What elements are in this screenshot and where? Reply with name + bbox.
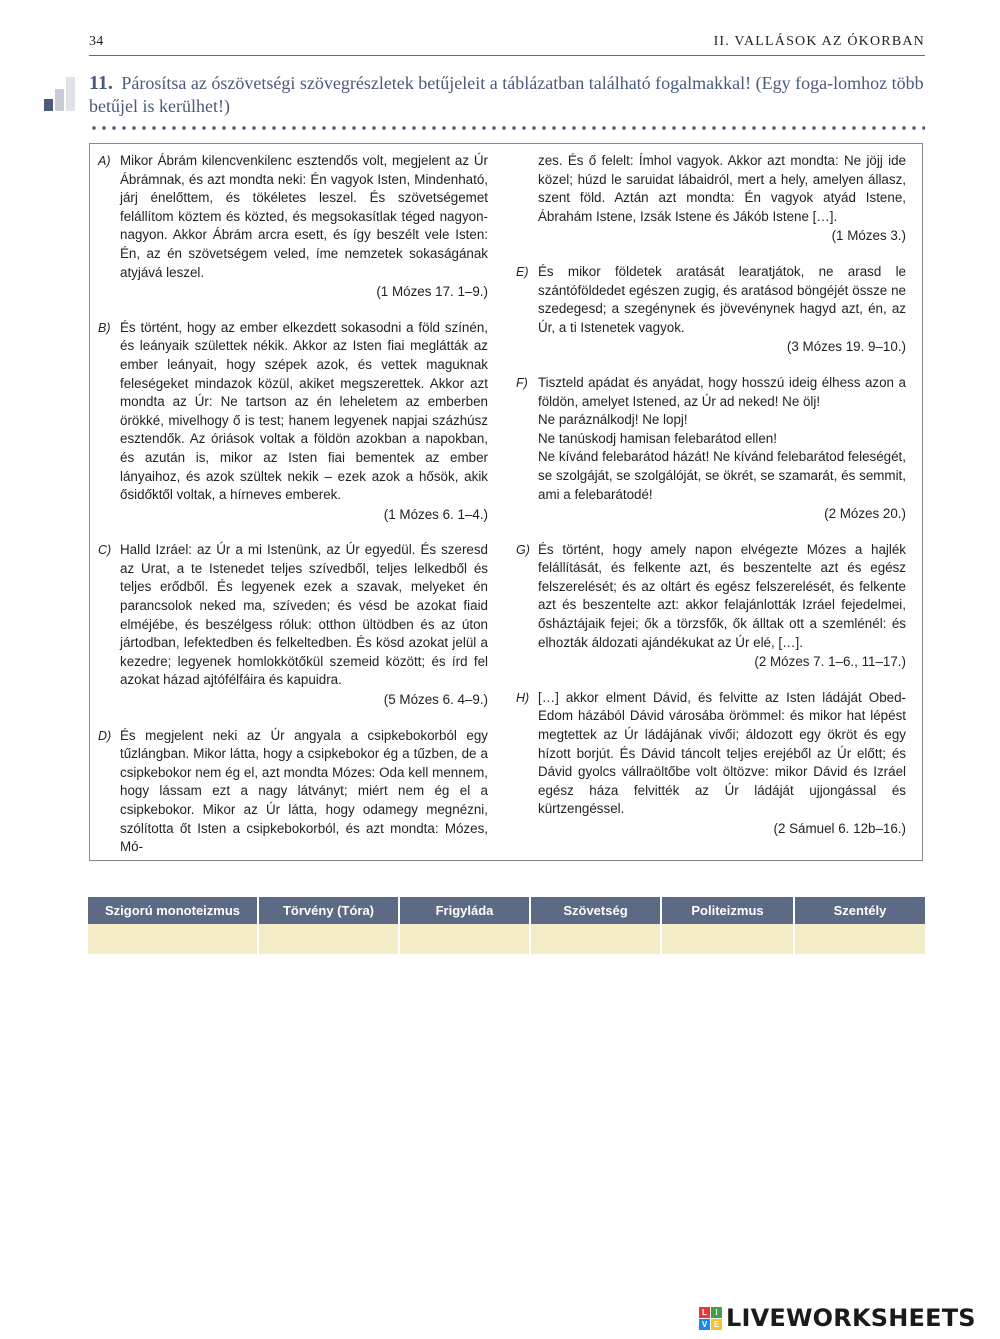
liveworksheets-brand[interactable] <box>699 1303 976 1333</box>
passage-text: És történt, hogy amely napon elvégezte Mózes a hajlék felállítását, és felkente azt, és beszentelte azt és egész felszerelését; és az oltárt és egész felszerelését, és felkente azt és beszentelte azt: akkor felajánlották Izráel fejedelmei, ősháztájaik fejei; ők a törzsfők, ők álltak ott a szemlénél: és elhozták áldozati ajándékukat az Úr elé, […]. <box>538 541 906 650</box>
column-header-covenant: Szövetség <box>530 897 661 924</box>
brand-name: LIVEWORKSHEETS <box>726 1304 976 1332</box>
passage-text: Mikor Ábrám kilencvenkilenc esztendős volt, megjelent az Úr Ábrámnak, és azt mondta neki: Én vagyok Isten, Mindenható, járj énelőttem, és tökéletes leszel. És szövetségemet felállítom köztem és közted, és megsokasítlak téged nagyon-nagyon. Akkor Ábrám arcra esett, és így beszélt vele Isten: Én, az én szövetségem veled, íme nemzetek sokaságának atyjává leszel. <box>120 153 488 280</box>
answer-input-law-torah[interactable] <box>259 924 398 954</box>
passage-label: B) <box>98 320 111 335</box>
task-heading <box>89 72 925 118</box>
passage-reference: (3 Mózes 19. 9–10.) <box>786 339 906 355</box>
liveworksheets-logo-icon <box>699 1307 722 1330</box>
logo-letter: E <box>711 1319 722 1330</box>
passage-text-line: Ne kívánd felebarátod házát! Ne kívánd felebarátod feleségét, se szolgáját, se szolgálóját, se ökrét, se szamarát, és semmit, ami a felebarátodé! <box>538 449 906 502</box>
logo-letter: V <box>699 1319 710 1330</box>
dotted-divider <box>89 125 925 131</box>
column-header-ark: Frigyláda <box>399 897 530 924</box>
passage-reference: (2 Mózes 7. 1–6., 11–17.) <box>754 654 906 670</box>
answer-table-header-row <box>88 897 925 924</box>
answer-input-sanctuary[interactable] <box>795 924 925 954</box>
answer-table <box>88 897 925 954</box>
answer-table-input-row <box>88 924 925 954</box>
passages-right-column <box>516 152 906 839</box>
passage-text: És mikor földetek aratását learatjátok, ne arasd le szántóföldedet egészen zugig, és aratásod böngéjét össze ne szedegesd; a szegénynek és jövevénynek hagyd azt, én, az Úr, a ti Istenetek vagyok. <box>538 263 906 335</box>
passage-d <box>98 727 488 857</box>
passage-h <box>516 689 906 839</box>
passage-text-line: Tiszteld apádat és anyádat, hogy hosszú ideig élhess azon a földön, amelyet Istened, az Úr ad neked! Ne ölj! <box>538 374 906 409</box>
passage-reference: (2 Mózes 20.) <box>824 506 906 522</box>
answer-input-polytheism[interactable] <box>662 924 793 954</box>
answer-cell <box>530 924 661 954</box>
passage-label: F) <box>516 375 528 390</box>
passage-text: És történt, hogy az ember elkezdett sokasodni a föld színén, és leányaik születtek nékik. Akkor az Isten fiai meglátták az ember leányait, hogy szépek azok, és vettek maguknak feleségeket mindazok közül, akiket megszerettek. Akkor azt mondta az Úr: Ne tartson az én leheletem az emberben örökké, mivelhogy ő is test; hanem legyenek napjai százhúsz esztendők. Az óriások voltak a földön azokban a napokban, és azután is, mikor az Isten fiai bementek az ember lányaihoz, és azok szültek nekik – ezek azok a hősök, akik ősidőktől voltak, a hírneves emberek. <box>120 319 488 503</box>
passage-label: H) <box>516 690 530 705</box>
passage-e <box>516 263 906 357</box>
passage-text: […] akkor elment Dávid, és felvitte az Isten ládáját Obed-Edom házából Dávid városába örömmel: és mikor hat lépést megtettek az Úr ládájának vivői; áldozott egy ökröt és egy hízott borjút. És Dávid táncolt teljes erejéből az Úr előtt; és Dávid gyolcs vállraöltőbe volt öltözve: mikor Dávid és Izráel egész háza felvitték az Úr ládáját ujjongással és kürtzengéssel. <box>538 689 906 817</box>
column-header-polytheism: Politeizmus <box>661 897 794 924</box>
chapter-title: II. VALLÁSOK AZ ÓKORBAN <box>713 34 925 49</box>
column-header-sanctuary: Szentély <box>794 897 925 924</box>
passage-f <box>516 374 906 524</box>
passage-reference: (1 Mózes 6. 1–4.) <box>383 506 488 522</box>
column-header-law-torah: Törvény (Tóra) <box>258 897 399 924</box>
answer-cell <box>88 924 258 954</box>
task-instruction: Párosítsa az ószövetségi szövegrészletek betűjeleit a táblázatban található fogalmakkal! (Egy foga-lomhoz több betűjel is kerülhet!) <box>89 73 924 116</box>
passage-label: E) <box>516 264 529 279</box>
passage-text: Halld Izráel: az Úr a mi Istenünk, az Úr egyedül. És szeresd az Urat, a te Istenedet teljes szívedből, teljes lelkedből és teljes erődből. És legyenek ezek a szavak, melyeket én parancsolok neked ma, szíveden; és vésd be azokat fiaid elméjébe, és beszélgess róluk: otthon ültödben és az úton jártodban, lefektedben és felkeltedben. És kösd azokat jelül a kezedre; legyenek homlokkötőkül szemeid között; és írd fel azokat házad ajtófélfáira és kapuidra. <box>120 542 488 688</box>
passage-c <box>98 541 488 709</box>
answer-cell <box>258 924 399 954</box>
passage-text: zes. És ő felelt: Ímhol vagyok. Akkor azt mondta: Ne jöjj ide közel; húzd le saruidat lábaidról, mert a hely, amelyen állasz, szent föld. Aztán azt mondta: Én vagyok atyád Istene, Ábrahám Istene, Izsák Istene és Jákób Istene […]. <box>538 153 906 224</box>
passage-reference: (5 Mózes 6. 4–9.) <box>383 692 488 708</box>
logo-letter: L <box>699 1307 710 1318</box>
passage-d-continued <box>516 152 906 246</box>
passage-reference: (1 Mózes 3.) <box>831 228 906 244</box>
header-divider <box>89 55 925 56</box>
passage-b <box>98 319 488 525</box>
passage-text-line: Ne tanúskodj hamisan felebarátod ellen! <box>538 430 777 446</box>
passage-text-line: Ne paráználkodj! Ne lopj! <box>538 412 688 428</box>
passage-reference: (1 Mózes 17. 1–9.) <box>376 284 488 300</box>
passages-left-column <box>98 152 488 857</box>
answer-cell <box>794 924 925 954</box>
passage-label: A) <box>98 154 111 168</box>
page-number: 34 <box>89 34 104 49</box>
passage-label: D) <box>98 728 112 743</box>
passage-g <box>516 541 906 672</box>
answer-cell <box>399 924 530 954</box>
passage-reference: (2 Sámuel 6. 12b–16.) <box>773 821 906 836</box>
answer-cell <box>661 924 794 954</box>
passage-text: És megjelent neki az Úr angyala a csipkebokorból egy tűzlángban. Mikor látta, hogy a csipkebokor ég a tűzben, de a csipkebokor nem ég el, azt mondta Mózes: Oda kell mennem, hogy lássam ezt a nagy látványt; miért nem ég el a csipkebokor. Mikor az Úr látta, hogy odamegy megnézni, szólította őt Isten a csipkebokorból, és azt mondta: Mózes, Mó- <box>120 727 488 855</box>
passages-box <box>89 143 923 861</box>
task-bars-icon <box>44 77 76 117</box>
task-number: 11. <box>89 72 113 94</box>
answer-input-ark[interactable] <box>400 924 529 954</box>
passage-label: G) <box>516 542 530 557</box>
column-header-strict-monotheism: Szigorú monoteizmus <box>88 897 258 924</box>
passage-label: C) <box>98 543 112 558</box>
answer-input-strict-monotheism[interactable] <box>88 924 257 954</box>
passage-a <box>98 152 488 302</box>
logo-letter: I <box>711 1307 722 1318</box>
answer-input-covenant[interactable] <box>531 924 660 954</box>
